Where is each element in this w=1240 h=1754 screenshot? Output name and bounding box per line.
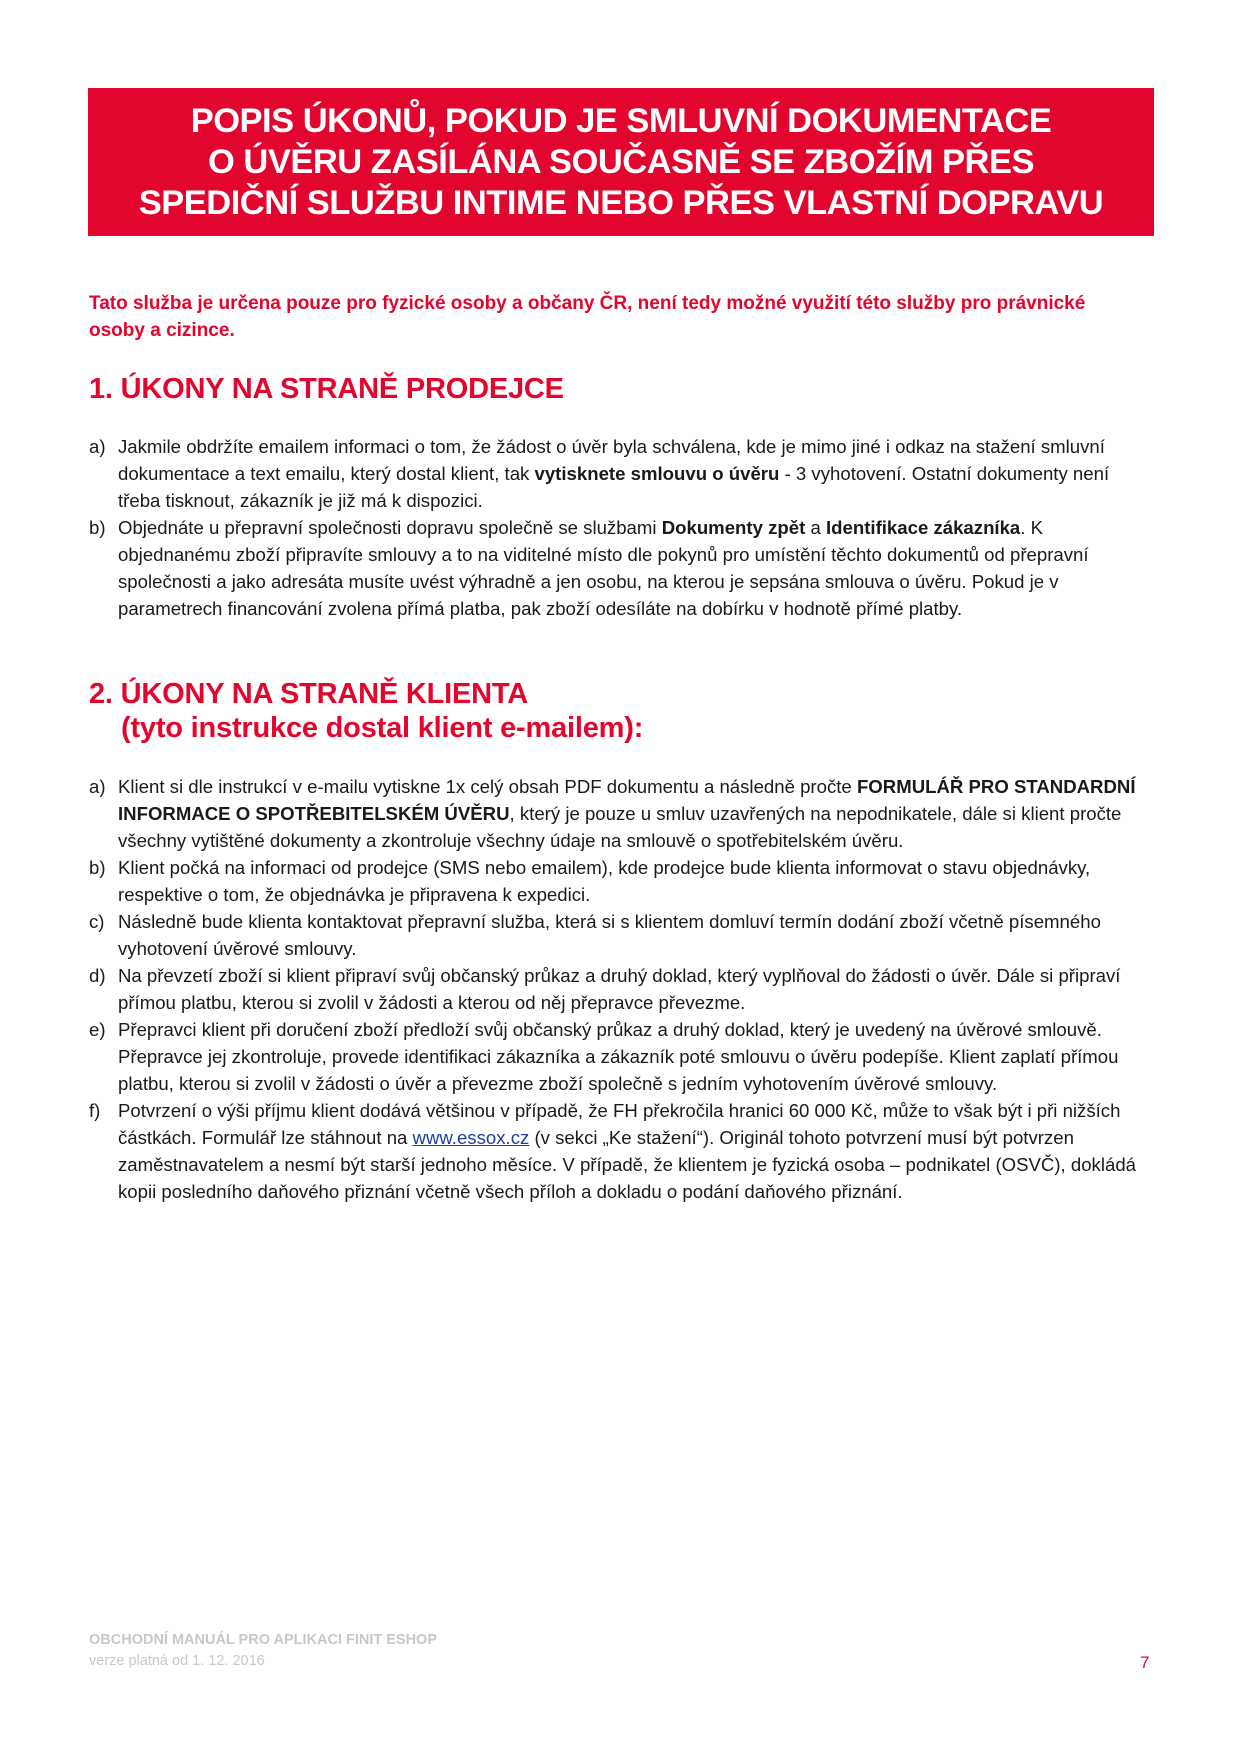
item-bold-text: Dokumenty zpět: [661, 517, 806, 538]
list-item: [89, 433, 1151, 514]
item-bold-text: FORMULÁŘ PRO STANDARDNÍ INFORMACE O SPOTŘEBITELSKÉM ÚVĚRU: [118, 776, 1136, 824]
title-line-1: POPIS ÚKONŮ, POKUD JE SMLUVNÍ DOKUMENTACE: [190, 101, 1052, 140]
list-item: [89, 854, 1151, 908]
list-marker: b): [89, 517, 106, 538]
list-item: [89, 1016, 1151, 1097]
item-text: Objednáte u přepravní společnosti dopravu společně se službami: [118, 517, 662, 538]
item-text: Klient si dle instrukcí v e-mailu vytiskne 1x celý obsah PDF dokumentu a následně pročte: [118, 776, 857, 797]
section-2-subtitle: (tyto instrukce dostal klient e-mailem):: [121, 712, 644, 744]
list-item: [89, 1097, 1151, 1205]
list-marker: a): [89, 436, 106, 457]
item-text: Přepravci klient při doručení zboží předloží svůj občanský průkaz a druhý doklad, který je uvedený na úvěrové smlouvě. Přepravce jej zkontroluje, provede identifikaci zákazníka a zákazník poté smlouvu o úvěru podepíše. Klient zaplatí přímou platbu, kterou si zvolil v žádosti o úvěr a převezme zboží společně s jedním vyhotovením úvěrové smlouvy.: [118, 1019, 1119, 1094]
footer-title: OBCHODNÍ MANUÁL PRO APLIKACI FINIT ESHOP: [89, 1632, 438, 1648]
item-text: Potvrzení o výši příjmu klient dodává většinou v případě, že FH překročila hranici 60 000 Kč, může to však být i při nižších částkách. Formulář lze stáhnout na: [118, 1100, 1121, 1148]
intro-notice: Tato služba je určena pouze pro fyzické osoby a občany ČR, není tedy možné využití této služby pro právnické osoby a cizince.: [89, 293, 1086, 341]
section-1-list: [89, 433, 1151, 622]
list-item: [89, 908, 1151, 962]
page-number: 7: [1140, 1653, 1150, 1672]
item-text: Na převzetí zboží si klient připraví svůj občanský průkaz a druhý doklad, který vyplňoval do žádosti o úvěr. Dále si připraví přímou platbu, kterou si zvolil v žádosti a kterou od něj přepravce převezme.: [118, 965, 1121, 1013]
item-text: - 3 vyhotovení. Ostatní dokumenty není třeba tisknout, zákazník je již má k dispozici.: [118, 463, 1110, 511]
item-text: a: [805, 517, 826, 538]
list-item: [89, 962, 1151, 1016]
list-marker: d): [89, 965, 106, 986]
item-text: , který je pouze u smluv uzavřených na nepodnikatele, dále si klient pročte všechny vytištěné dokumenty a zkontroluje všechny údaje na smlouvě o spotřebitelském úvěru.: [118, 803, 1122, 851]
item-bold-text: Identifikace zákazníka: [825, 517, 1021, 538]
list-marker: e): [89, 1019, 106, 1040]
section-2-list: [89, 773, 1151, 1205]
footer-version: verze platná od 1. 12. 2016: [89, 1653, 265, 1669]
section-2-title: 2. ÚKONY NA STRANĚ KLIENTA: [89, 678, 528, 710]
list-marker: f): [89, 1100, 101, 1121]
item-text: Jakmile obdržíte emailem informaci o tom, že žádost o úvěr byla schválena, kde je mimo jiné i odkaz na stažení smluvní dokumentace a text emailu, který dostal klient, tak: [118, 436, 1105, 484]
title-line-2: O ÚVĚRU ZASÍLÁNA SOUČASNĚ SE ZBOŽÍM PŘES: [208, 142, 1034, 181]
item-text: Následně bude klienta kontaktovat přepravní služba, která si s klientem domluví termín dodání zboží včetně písemného vyhotovení úvěrové smlouvy.: [118, 911, 1101, 959]
list-marker: a): [89, 776, 106, 797]
essox-link[interactable]: www.essox.cz: [412, 1127, 530, 1148]
item-bold-text: vytisknete smlouvu o úvěru: [534, 463, 780, 484]
title-line-3: SPEDIČNÍ SLUŽBU INTIME NEBO PŘES VLASTNÍ DOPRAVU: [138, 183, 1104, 222]
list-item: [89, 773, 1151, 854]
list-marker: c): [89, 911, 105, 932]
section-1-heading: 1. ÚKONY NA STRANĚ PRODEJCE: [89, 373, 564, 405]
list-marker: b): [89, 857, 106, 878]
section-2-heading: [89, 678, 643, 745]
list-item: [89, 514, 1151, 622]
item-text: (v sekci „Ke stažení“). Originál tohoto potvrzení musí být potvrzen zaměstnavatelem a nesmí být starší jednoho měsíce. V případě, že klientem je fyzická osoba – podnikatel (OSVČ), dokládá kopii posledního daňového přiznání včetně všech příloh a dokladu o podání daňového přiznání.: [118, 1127, 1136, 1202]
item-text: Klient počká na informaci od prodejce (SMS nebo emailem), kde prodejce bude klienta informovat o stavu objednávky, respektive o tom, že objednávka je připravena k expedici.: [118, 857, 1091, 905]
title-banner: [88, 88, 1154, 236]
item-text: . K objednanému zboží připravíte smlouvy a to na viditelné místo dle pokynů pro umístění těchto dokumentů od přepravní společnosti a jako adresáta musíte uvést výhradně a jen osobu, na kterou je sepsána smlouva o úvěru. Pokud je v parametrech financování zvolena přímá platba, pak zboží odesíláte na dobírku v hodnotě přímé platby.: [118, 517, 1089, 619]
